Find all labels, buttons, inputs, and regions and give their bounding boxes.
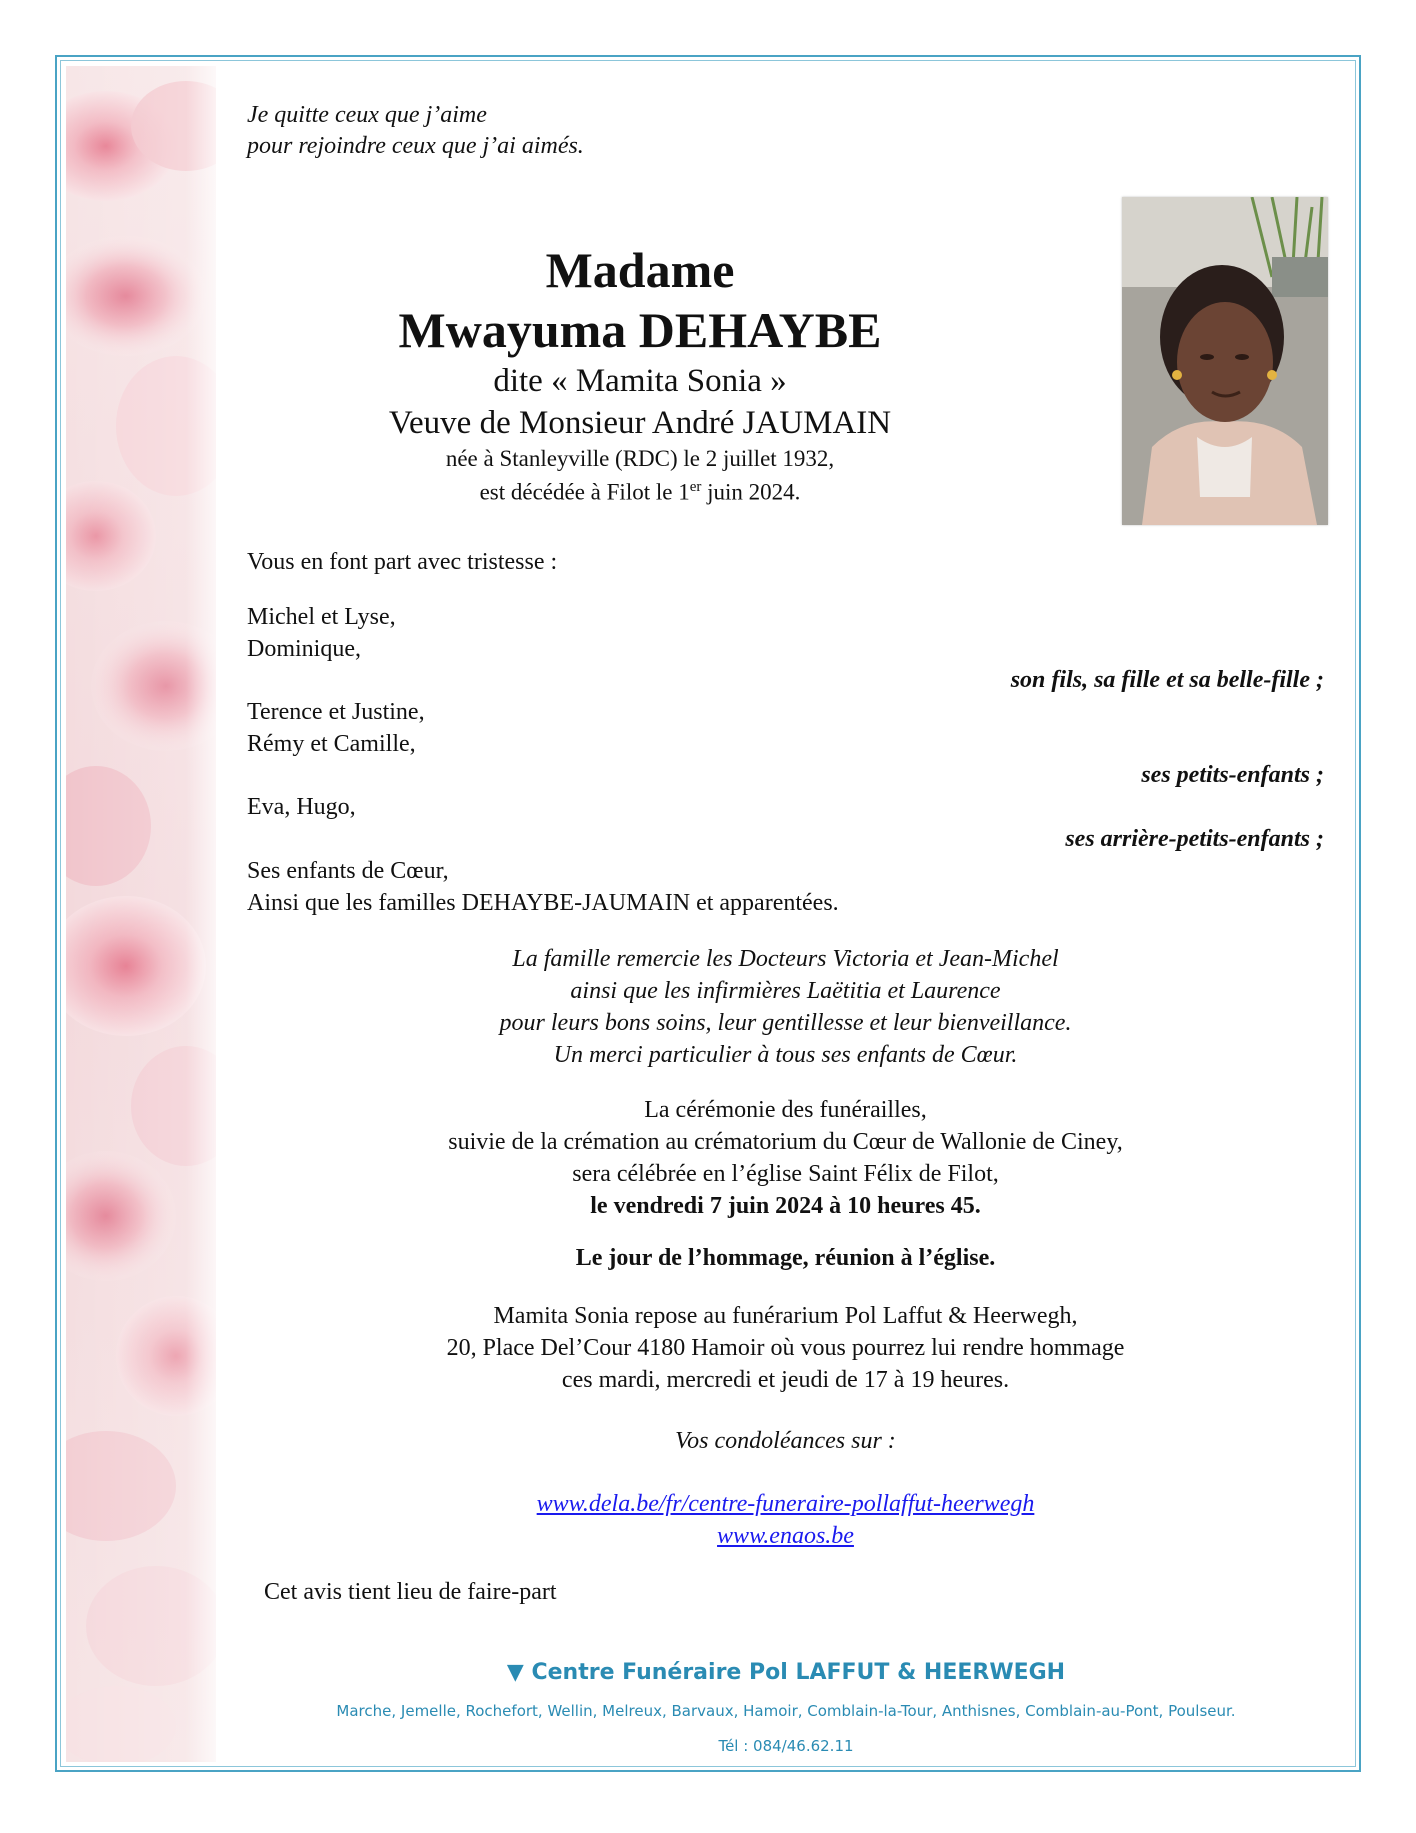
death-sup: er (689, 479, 702, 495)
thanks-block (247, 943, 1324, 1071)
epitaph-line: pour rejoindre ceux que j’ai aimés. (247, 133, 584, 159)
death-info (247, 473, 1033, 507)
family-group-children (247, 601, 396, 665)
cherry-blossom-strip (66, 66, 216, 1762)
rest-line: Mamita Sonia repose au funérarium Pol Laffut & Heerwegh, (493, 1303, 1078, 1329)
notice-text: Cet avis tient lieu de faire-part (264, 1579, 557, 1605)
condolences-label: Vos condoléances sur : (675, 1428, 896, 1454)
epitaph (247, 100, 584, 162)
family-member: Michel et Lyse, (247, 604, 396, 630)
deceased-block (247, 240, 1033, 507)
thanks-line: Un merci particulier à tous ses enfants de Cœur. (553, 1042, 1018, 1068)
alias: dite « Mamita Sonia » (493, 363, 787, 399)
family-member: Rémy et Camille, (247, 731, 416, 757)
other-family (247, 855, 839, 919)
deceased-name: Mwayuma DEHAYBE (398, 302, 882, 358)
reunion-note: Le jour de l’hommage, réunion à l’église. (575, 1245, 996, 1271)
birth-info: née à Stanleyville (RDC) le 2 juillet 1932, (445, 446, 835, 471)
dela-link[interactable]: www.dela.be/fr/centre-funeraire-pollaffut-heerwegh (536, 1491, 1035, 1517)
ceremony-line: suivie de la crémation au crématorium du Cœur de Wallonie de Ciney, (448, 1129, 1123, 1155)
relation-great-grandchildren: ses arrière-petits-enfants ; (1065, 826, 1324, 852)
family-member: Eva, Hugo, (247, 794, 356, 820)
thanks-line: pour leurs bons soins, leur gentillesse et leur bienveillance. (499, 1010, 1072, 1036)
epitaph-line: Je quitte ceux que j’aime (247, 102, 487, 128)
widow-of: Veuve de Monsieur André JAUMAIN (388, 405, 892, 441)
portrait-photo (1122, 197, 1328, 525)
family-member: Dominique, (247, 636, 361, 662)
condolence-links (247, 1488, 1324, 1552)
family-group-great-grandchildren (247, 791, 356, 823)
funerarium-block (247, 1300, 1324, 1396)
ceremony-date: le vendredi 7 juin 2024 à 10 heures 45. (590, 1193, 981, 1219)
funeral-home-towns: Marche, Jemelle, Rochefort, Wellin, Melreux, Barvaux, Hamoir, Comblain-la-Tour, Anthisnes, Comblain-au-Pont, Poulseur. (336, 1702, 1236, 1720)
death-suffix: juin 2024. (701, 479, 801, 505)
family-group-grandchildren (247, 696, 425, 760)
honorific: Madame (545, 242, 735, 298)
death-prefix: est décédée à Filot le 1 (479, 479, 690, 505)
family-member: Terence et Justine, (247, 699, 425, 725)
relation-grandchildren: ses petits-enfants ; (1141, 762, 1324, 788)
other-line: Ainsi que les familles DEHAYBE-JAUMAIN et apparentées. (247, 890, 839, 916)
relation-children: son fils, sa fille et sa belle-fille ; (1010, 667, 1324, 693)
rest-line: 20, Place Del’Cour 4180 Hamoir où vous pourrez lui rendre hommage (446, 1335, 1125, 1361)
funeral-home-name (216, 1660, 1356, 1685)
announce: Vous en font part avec tristesse : (247, 549, 558, 575)
thanks-line: ainsi que les infirmières Laëtitia et Laurence (570, 978, 1001, 1004)
ceremony-line: La cérémonie des funérailles, (644, 1097, 927, 1123)
ceremony-line: sera célébrée en l’église Saint Félix de Filot, (572, 1161, 999, 1187)
ceremony-block (247, 1094, 1324, 1222)
funeral-home-phone: Tél : 084/46.62.11 (718, 1737, 854, 1755)
triangle-down-icon: ▼ (506, 1660, 524, 1685)
thanks-line: La famille remercie les Docteurs Victoria et Jean-Michel (512, 946, 1059, 972)
other-line: Ses enfants de Cœur, (247, 858, 449, 884)
enaos-link[interactable]: www.enaos.be (717, 1523, 854, 1549)
funeral-home-label: Centre Funéraire Pol LAFFUT & HEERWEGH (531, 1660, 1066, 1685)
rest-line: ces mardi, mercredi et jeudi de 17 à 19 heures. (561, 1367, 1010, 1393)
